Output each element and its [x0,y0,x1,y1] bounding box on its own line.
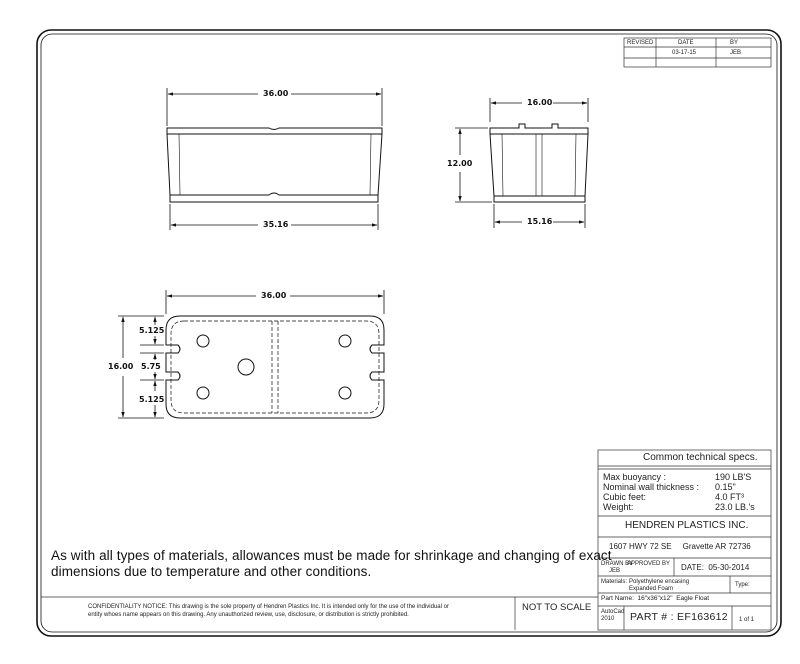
dim-end-bottom-width: 15.16 [527,217,553,226]
dim-slot-upper: 5.125 [139,326,165,335]
end-view [490,124,588,202]
spec-value-cubic-feet: 4.0 FT³ [715,492,745,502]
revision-header-revised: REVISED [627,40,654,46]
side-view [167,128,382,202]
part-name: Part Name: 16"x36"x12" Eagle Float [601,595,710,602]
spec-label-weight: Weight: [603,502,634,512]
part-number: PART # : EF163612 [630,611,728,623]
dim-end-height: 12.00 [447,159,473,168]
drawing-date: DATE: 05-30-2014 [681,563,750,572]
spec-label-cubic-feet: Cubic feet: [603,492,647,502]
dim-slot-middle: 5.75 [141,362,161,371]
revision-header-date: DATE [678,40,694,46]
side-view-dimensions [167,88,382,230]
materials-line-1: Polyethylene encasing [629,579,690,585]
revision-header-by: BY [730,40,739,46]
shrinkage-note-line-1: As with all types of materials, allowances must be made for shrinkage and changing of exact [51,548,612,563]
spec-value-buoyancy: 190 LB'S [715,472,752,482]
materials-label: Materials: [601,579,628,585]
dim-end-top-width: 16.00 [527,98,553,107]
dim-slot-lower: 5.125 [139,395,165,404]
spec-label-wall-thickness: Nominal wall thickness : [603,482,700,492]
end-view-dimensions [455,98,588,228]
software-label: AutoCad [601,609,625,615]
spec-label-buoyancy: Max buoyancy : [603,472,667,482]
company-name: HENDREN PLASTICS INC. [625,520,749,531]
type-label: Type: [735,582,750,588]
specs-title: Common technical specs. [643,452,758,463]
dim-side-top-length: 36.00 [263,89,289,98]
drawn-by-label: DRAWN BY [601,561,634,567]
revision-by-value: JEB [730,50,742,56]
scale-note: NOT TO SCALE [522,602,592,613]
revision-date-value: 03-17-15 [672,50,697,56]
drawn-by-value: JEB [609,568,621,574]
company-address: 1607 HWY 72 SE Gravette AR 72736 [609,542,751,551]
shrinkage-note-line-2: dimensions due to temperature and other conditions. [51,564,372,579]
top-view [166,316,384,418]
dim-top-view-width: 16.00 [108,362,134,371]
dim-top-view-length: 36.00 [261,291,287,300]
dim-side-bottom-length: 35.16 [263,220,289,229]
software-year: 2010 [601,616,615,622]
sheet-number: 1 of 1 [739,617,755,623]
spec-value-weight: 23.0 LB.'s [715,502,755,512]
approved-by-label: APPROVED BY [627,561,671,567]
spec-value-wall-thickness: 0.15" [715,482,736,492]
confidentiality-line-1: CONFIDENTIALITY NOTICE: This drawing is the sole property of Hendren Plastics Inc. It is intended only for the use of the individual or [88,604,449,610]
materials-line-2: Expanded Foam [629,586,674,592]
confidentiality-line-2: entity whoes name appears on this drawing. Any unauthorized review, use, disclosure, or distribution is strictly prohibited. [88,612,409,618]
